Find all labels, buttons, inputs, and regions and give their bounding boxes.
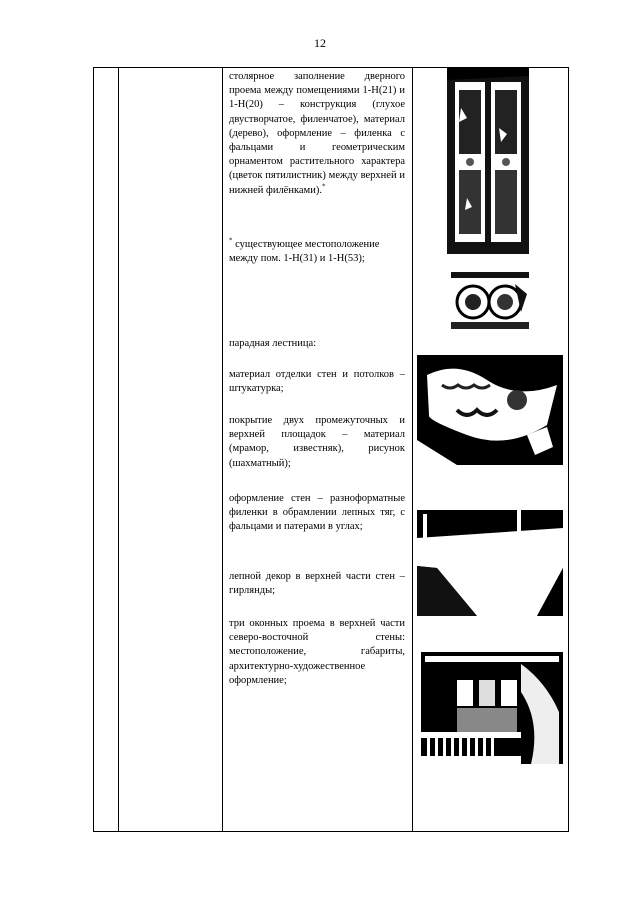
column-divider xyxy=(412,68,413,831)
landings-paragraph: покрытие двух промежуточных и верхней площадок – материал (мрамор, известняк), рисунок (шахматный); xyxy=(229,415,405,469)
windows-paragraph: три оконных проема в верхней части северо-восточной стены: местоположение, габариты, архитектурно-художественное оформление; xyxy=(229,618,405,686)
staircase-heading: парадная лестница: xyxy=(229,338,317,349)
wall-decor-paragraph: оформление стен – разноформатные филенки в обрамлении лепных тяг, с фальцами и патерами в углах; xyxy=(229,493,405,533)
stair-wall-photo xyxy=(417,498,563,616)
column-divider xyxy=(118,68,119,831)
door-ornament-photo xyxy=(451,272,529,329)
footnote-asterisk: * xyxy=(229,236,233,245)
page-number: 12 xyxy=(314,36,326,50)
door-paragraph xyxy=(229,70,405,198)
walls-material-paragraph: материал отделки стен и потолков – штукатурка; xyxy=(229,369,405,395)
staircase-hall-photo xyxy=(421,652,563,764)
door-asterisk: * xyxy=(321,182,326,191)
door-text: столярное заполнение дверного проема между помещениями 1-Н(21) и 1-Н(20) – конструкция (глухое двустворчатое, филенчатое), материал (дерево), оформление – филенка с фальцами и геометрическим орнаментом растительного характера (цветок пятилистник) между верхней и нижней филёнками). xyxy=(229,71,405,196)
stucco-ceiling-photo xyxy=(417,355,563,465)
stucco-paragraph: лепной декор в верхней части стен – гирлянды; xyxy=(229,571,405,597)
column-divider xyxy=(222,68,223,831)
footnote-text: существующее местоположение между пом. 1-Н(31) и 1-Н(53); xyxy=(229,239,380,265)
door-photo xyxy=(447,68,529,254)
footnote-paragraph xyxy=(229,238,405,266)
